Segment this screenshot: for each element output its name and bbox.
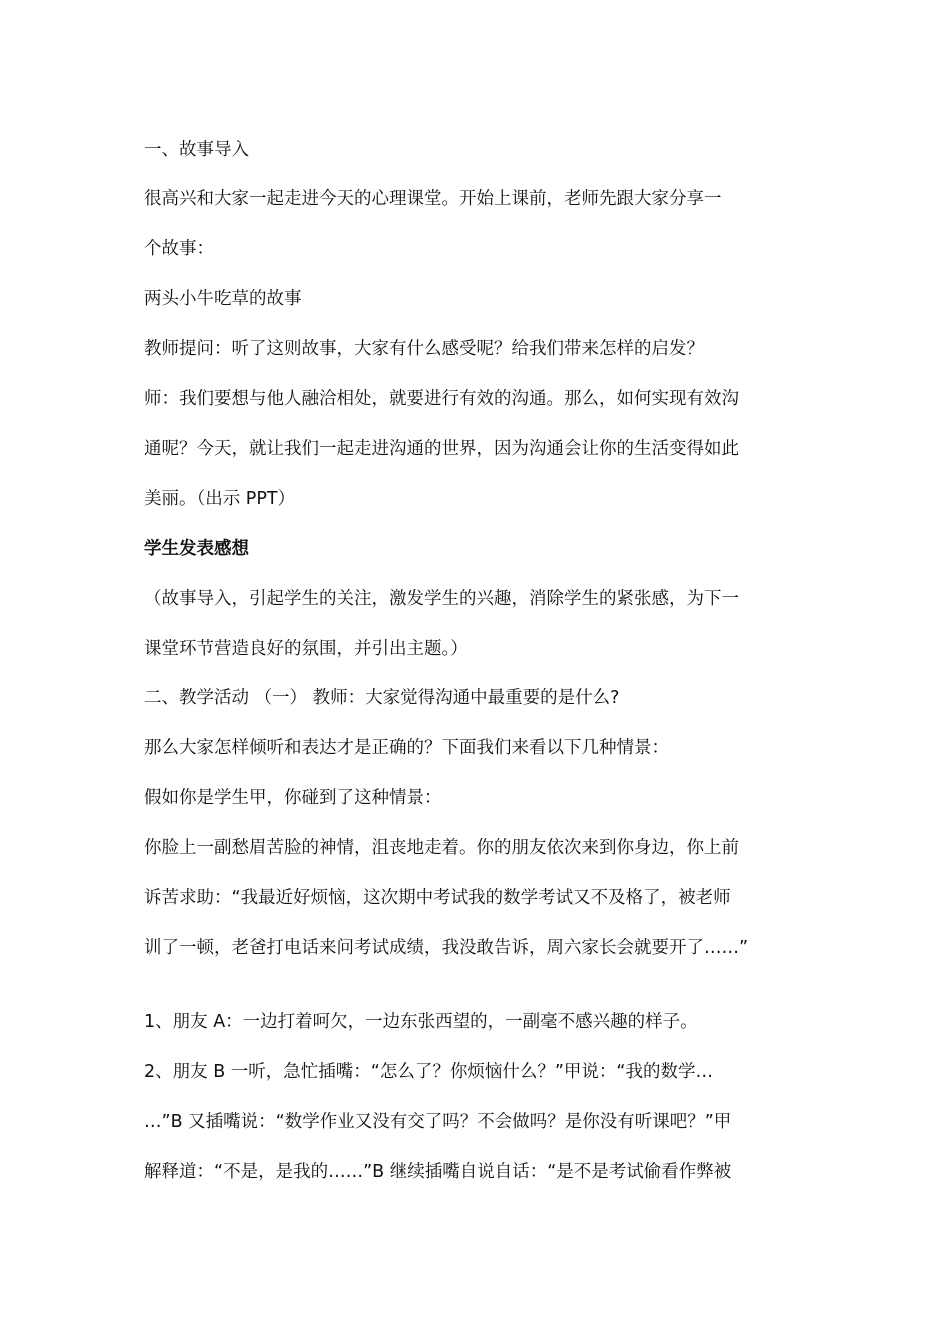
teacher-question: 教师提问：听了这则故事，大家有什么感受呢？给我们带来怎样的启发？	[144, 339, 704, 359]
paragraph-line: 假如你是学生甲，你碰到了这种情景：	[144, 788, 442, 808]
paragraph-line: 师：我们要想与他人融洽相处，就要进行有效的沟通。那么，如何实现有效沟	[144, 389, 739, 409]
paragraph-line: 美丽。（出示 PPT）	[144, 489, 296, 509]
paragraph-line: 训了一顿，老爸打电话来问考试成绩，我没敢告诉，周六家长会就要开了……”	[144, 938, 749, 958]
paragraph-line: 你脸上一副愁眉苦脸的神情，沮丧地走着。你的朋友依次来到你身边，你上前	[144, 838, 739, 858]
list-item: 1、朋友 A：一边打着呵欠，一边东张西望的，一副毫不感兴趣的样子。	[144, 1012, 698, 1032]
paragraph-line: …”B 又插嘴说：“数学作业又没有交了吗？不会做吗？是你没有听课吧？”甲	[144, 1112, 732, 1132]
story-title: 两头小牛吃草的故事	[144, 289, 302, 309]
paragraph-line: 通呢？今天，就让我们一起走进沟通的世界，因为沟通会让你的生活变得如此	[144, 439, 739, 459]
heading-teaching-activity: 二、教学活动 （一） 教师：大家觉得沟通中最重要的是什么?	[144, 688, 620, 708]
student-share-heading: 学生发表感想	[144, 539, 249, 559]
paragraph-line: 那么大家怎样倾听和表达才是正确的？下面我们来看以下几种情景：	[144, 738, 669, 758]
list-item: 2、朋友 B 一听，急忙插嘴：“怎么了？你烦恼什么？”甲说：“我的数学…	[144, 1062, 713, 1082]
paragraph-line: 很高兴和大家一起走进今天的心理课堂。开始上课前，老师先跟大家分享一	[144, 189, 722, 209]
paragraph-line: 课堂环节营造良好的氛围，并引出主题。）	[144, 639, 468, 659]
paragraph-line: 个故事：	[144, 239, 214, 259]
heading-story-intro: 一、故事导入	[144, 140, 249, 160]
paragraph-line: （故事导入，引起学生的关注，激发学生的兴趣，消除学生的紧张感，为下一	[144, 589, 739, 609]
paragraph-line: 解释道：“不是，是我的……”B 继续插嘴自说自话：“是不是考试偷看作弊被	[144, 1162, 732, 1182]
paragraph-line: 诉苦求助：“我最近好烦恼，这次期中考试我的数学考试又不及格了，被老师	[144, 888, 731, 908]
